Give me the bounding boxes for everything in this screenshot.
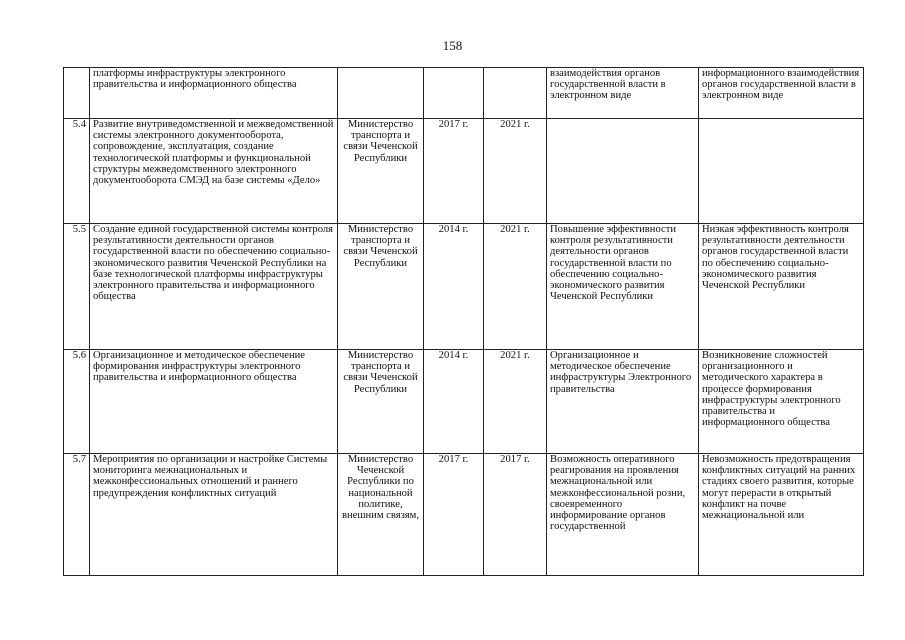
file-path-footer	[86, 620, 87, 625]
row-number: 5.6	[64, 350, 90, 454]
table-row	[64, 454, 864, 576]
start-year	[424, 68, 484, 119]
table-row	[64, 224, 864, 350]
non-implementation-consequence	[699, 119, 864, 224]
measure-name: Развитие внутриведомственной и межведомственной системы электронного документооборота, сопровождение, эксплуатация, создание технологической платформы и функциональной структуры межведомственного электронного документооборота СМЭД на базе системы «Дело»	[90, 119, 338, 224]
expected-result: Возможность оперативного реагирования на проявления межнациональной или межконфессиональной розни, своевременного информирование органов государственной	[547, 454, 699, 576]
table-row	[64, 350, 864, 454]
end-year	[484, 68, 547, 119]
responsible-executor: Министерство транспорта и связи Чеченской Республики	[338, 350, 424, 454]
expected-result: Повышение эффективности контроля результативности деятельности органов государственной власти по обеспечению социально-экономического развития Чеченской Республики	[547, 224, 699, 350]
end-year: 2021 г.	[484, 350, 547, 454]
expected-result: Организационное и методическое обеспечение инфраструктуры Электронного правительства	[547, 350, 699, 454]
table-row	[64, 68, 864, 119]
expected-result	[547, 119, 699, 224]
end-year: 2017 г.	[484, 454, 547, 576]
non-implementation-consequence: Возникновение сложностей организационного и методического характера в процессе формирования инфраструктуры электронного правительства и информационного общества	[699, 350, 864, 454]
responsible-executor: Министерство транспорта и связи Чеченской Республики	[338, 224, 424, 350]
row-number	[64, 68, 90, 119]
row-number: 5.5	[64, 224, 90, 350]
responsible-executor	[338, 68, 424, 119]
start-year: 2017 г.	[424, 454, 484, 576]
start-year: 2017 г.	[424, 119, 484, 224]
row-number: 5.4	[64, 119, 90, 224]
non-implementation-consequence: Низкая эффективность контроля результативности деятельности органов государственной власти по обеспечению социально-экономического развития Чеченской Республики	[699, 224, 864, 350]
start-year: 2014 г.	[424, 224, 484, 350]
measure-name: Мероприятия по организации и настройке Системы мониторинга межнациональных и межконфессиональных отношений и раннего предупреждения конфликтных ситуаций	[90, 454, 338, 576]
non-implementation-consequence: информационного взаимодействия органов государственной власти в электронном виде	[699, 68, 864, 119]
table-row	[64, 119, 864, 224]
end-year: 2021 г.	[484, 224, 547, 350]
non-implementation-consequence: Невозможность предотвращения конфликтных ситуаций на ранних стадиях своего развития, которые могут перерасти в открытый конфликт на почве межнациональной или	[699, 454, 864, 576]
measures-table	[63, 67, 864, 576]
responsible-executor: Министерство транспорта и связи Чеченской Республики	[338, 119, 424, 224]
responsible-executor: Министерство Чеченской Республики по национальной политике, внешним связям,	[338, 454, 424, 576]
measure-name: платформы инфраструктуры электронного правительства и информационного общества	[90, 68, 338, 119]
end-year: 2021 г.	[484, 119, 547, 224]
page-number: 158	[442, 38, 463, 53]
row-number: 5.7	[64, 454, 90, 576]
measure-name: Создание единой государственной системы контроля результативности деятельности органов государственной власти по обеспечению социально-экономического развития Чеченской Республики на базе технологической платформы инфраструктуры электронного правительства и информационного общества	[90, 224, 338, 350]
start-year: 2014 г.	[424, 350, 484, 454]
expected-result: взаимодействия органов государственной власти в электронном виде	[547, 68, 699, 119]
measure-name: Организационное и методическое обеспечение формирования инфраструктуры электронного правительства и информационного общества	[90, 350, 338, 454]
